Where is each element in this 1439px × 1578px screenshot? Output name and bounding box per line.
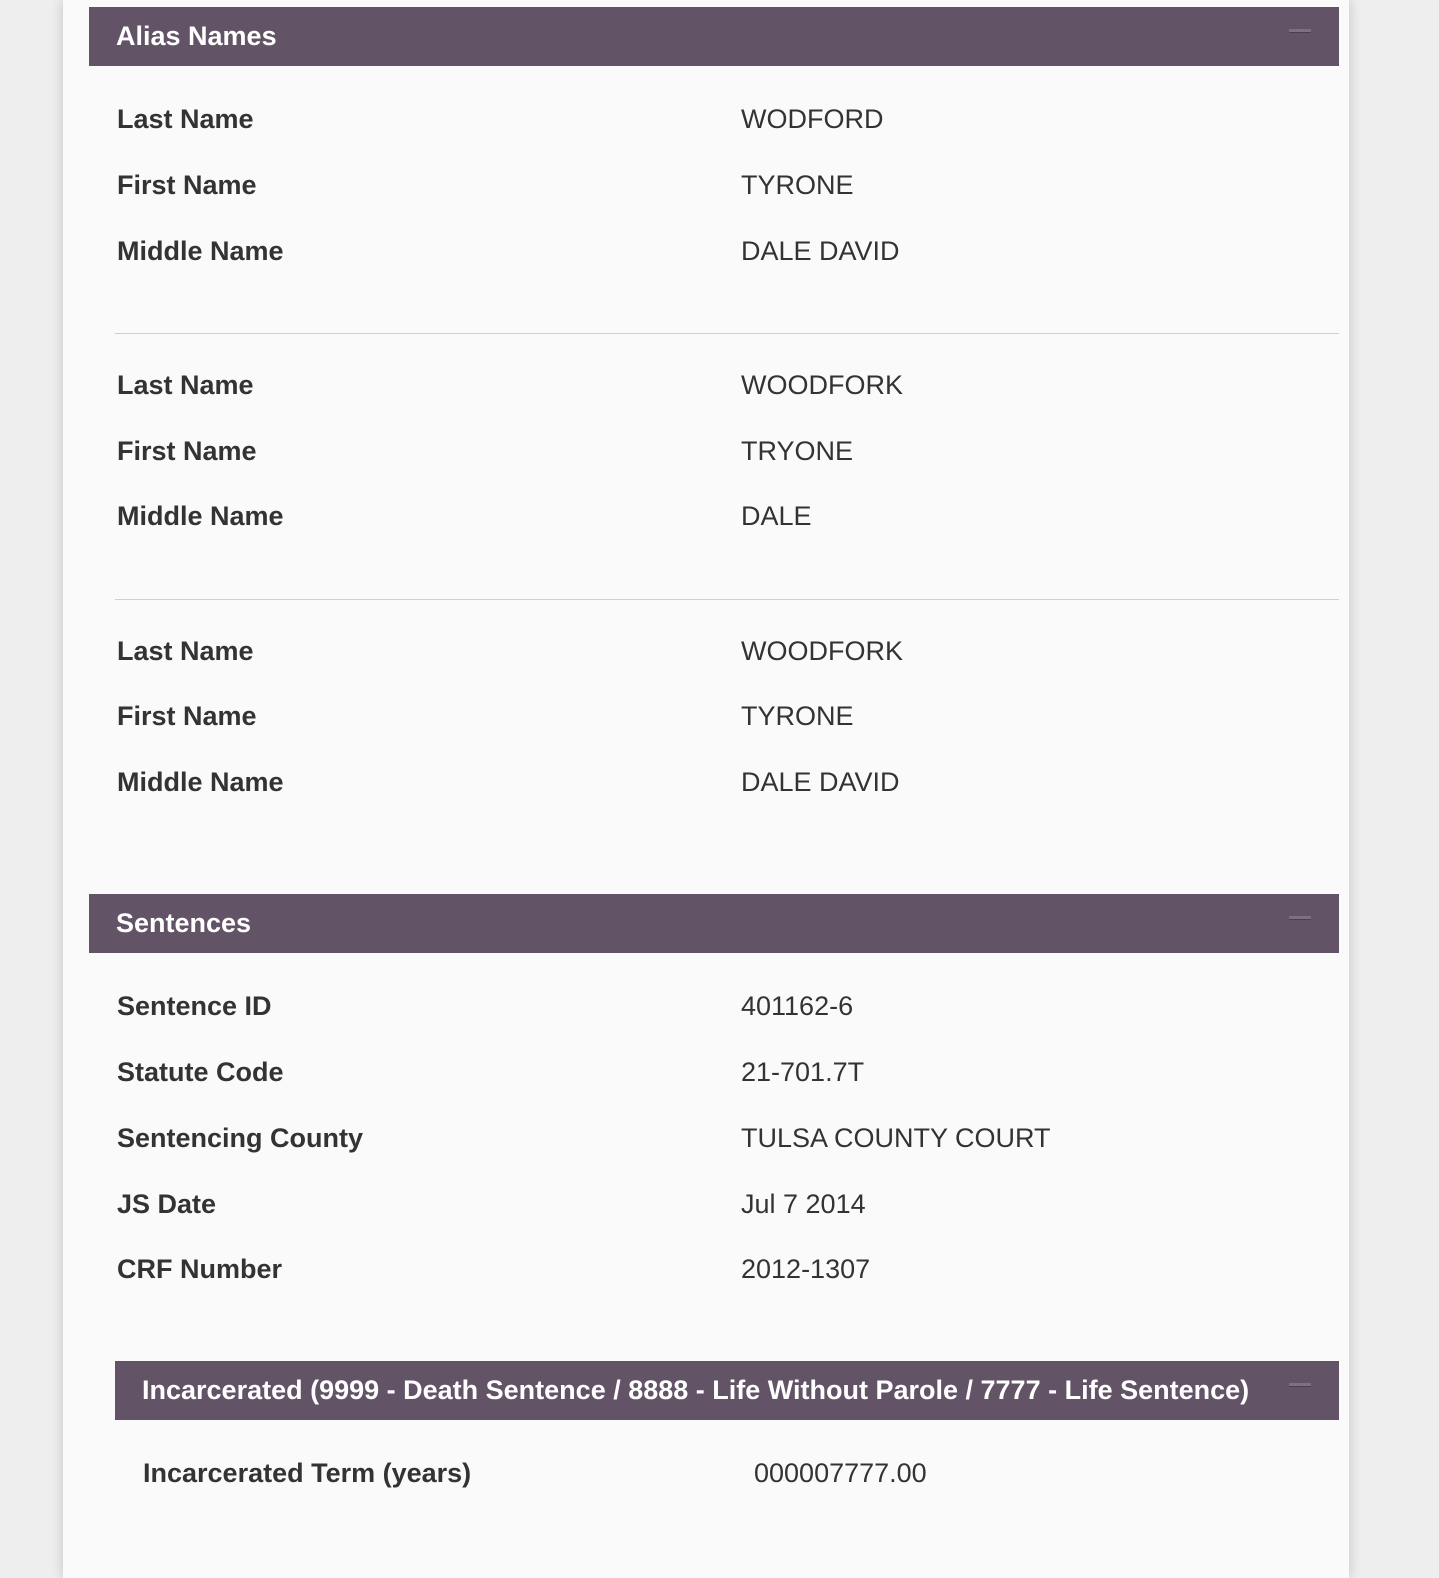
sentence-id-label: Sentence ID — [117, 991, 272, 1021]
js-date-value: Jul 7 2014 — [741, 1189, 866, 1219]
incarcerated-header[interactable] — [115, 1361, 1339, 1420]
statute-code-value: 21-701.7T — [741, 1057, 865, 1087]
last-name-value: WODFORD — [741, 104, 884, 134]
collapse-icon[interactable] — [1289, 1383, 1311, 1387]
statute-code-label: Statute Code — [117, 1057, 284, 1087]
middle-name-value: DALE DAVID — [741, 767, 900, 797]
sentence-id-value: 401162-6 — [741, 991, 854, 1021]
first-name-label: First Name — [117, 170, 257, 200]
js-date-label: JS Date — [117, 1189, 217, 1219]
last-name-label: Last Name — [117, 636, 254, 666]
incarcerated-term-label: Incarcerated Term (years) — [143, 1458, 472, 1488]
incarcerated-term-value: 000007777.00 — [754, 1458, 927, 1488]
first-name-value: TYRONE — [741, 170, 854, 200]
first-name-label: First Name — [117, 436, 257, 466]
alias-names-title: Alias Names — [116, 21, 277, 51]
sentences-header[interactable] — [89, 894, 1339, 953]
first-name-value: TYRONE — [741, 701, 854, 731]
incarcerated-title: Incarcerated (9999 - Death Sentence / 8888 - Life Without Parole / 7777 - Life Sentence) — [142, 1375, 1250, 1405]
first-name-label: First Name — [117, 701, 257, 731]
collapse-icon[interactable] — [1289, 29, 1311, 33]
alias-names-header[interactable] — [89, 7, 1339, 66]
sentencing-county-value: TULSA COUNTY COURT — [741, 1123, 1051, 1153]
middle-name-label: Middle Name — [117, 501, 284, 531]
last-name-value: WOODFORK — [741, 370, 903, 400]
alias-divider — [115, 599, 1339, 600]
detail-card — [63, 0, 1349, 1578]
last-name-label: Last Name — [117, 370, 254, 400]
first-name-value: TRYONE — [741, 436, 854, 466]
last-name-value: WOODFORK — [741, 636, 903, 666]
sentences-title: Sentences — [116, 908, 252, 938]
sentencing-county-label: Sentencing County — [117, 1123, 364, 1153]
alias-divider — [115, 333, 1339, 334]
middle-name-value: DALE DAVID — [741, 236, 900, 266]
collapse-icon[interactable] — [1289, 916, 1311, 920]
last-name-label: Last Name — [117, 104, 254, 134]
middle-name-label: Middle Name — [117, 767, 284, 797]
crf-number-value: 2012-1307 — [741, 1254, 871, 1284]
middle-name-value: DALE — [741, 501, 812, 531]
middle-name-label: Middle Name — [117, 236, 284, 266]
crf-number-label: CRF Number — [117, 1254, 283, 1284]
